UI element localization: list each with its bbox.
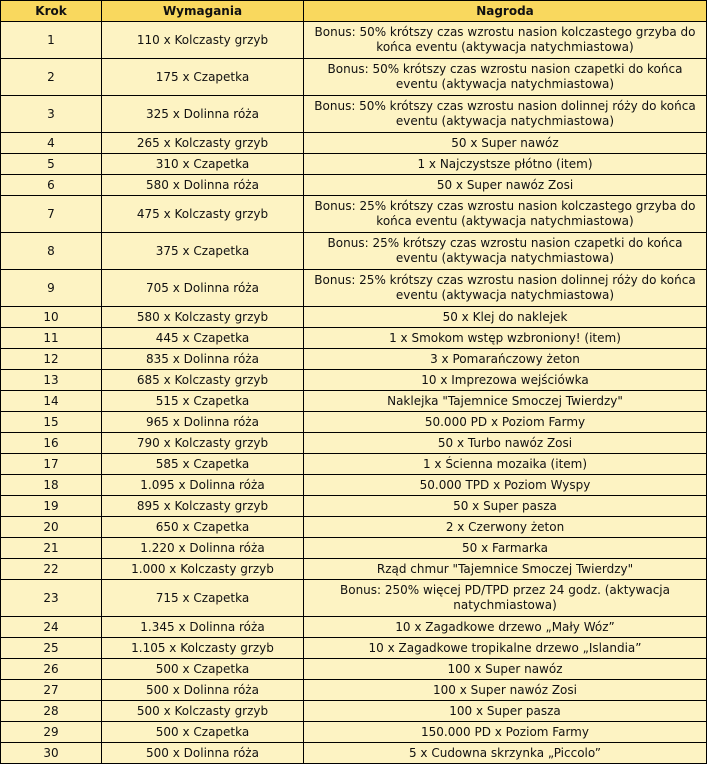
cell-krok: 28 bbox=[1, 701, 102, 722]
cell-nagroda: 50 x Super nawóz bbox=[304, 133, 707, 154]
table-row bbox=[1, 538, 707, 559]
table-row bbox=[1, 517, 707, 538]
cell-nagroda: 10 x Zagadkowe tropikalne drzewo „Islandia” bbox=[304, 638, 707, 659]
cell-wymagania: 310 x Czapetka bbox=[102, 154, 304, 175]
cell-krok: 19 bbox=[1, 496, 102, 517]
table-row bbox=[1, 233, 707, 270]
cell-krok: 17 bbox=[1, 454, 102, 475]
cell-krok: 11 bbox=[1, 328, 102, 349]
cell-nagroda: 5 x Cudowna skrzynka „Piccolo” bbox=[304, 743, 707, 764]
cell-nagroda: 50 x Klej do naklejek bbox=[304, 307, 707, 328]
cell-krok: 30 bbox=[1, 743, 102, 764]
table-row bbox=[1, 580, 707, 617]
cell-wymagania: 650 x Czapetka bbox=[102, 517, 304, 538]
table-row bbox=[1, 196, 707, 233]
table-row bbox=[1, 370, 707, 391]
table-row bbox=[1, 659, 707, 680]
cell-krok: 18 bbox=[1, 475, 102, 496]
table-row bbox=[1, 475, 707, 496]
cell-krok: 13 bbox=[1, 370, 102, 391]
cell-krok: 20 bbox=[1, 517, 102, 538]
cell-krok: 4 bbox=[1, 133, 102, 154]
cell-krok: 12 bbox=[1, 349, 102, 370]
cell-nagroda: 10 x Zagadkowe drzewo „Mały Wóz” bbox=[304, 617, 707, 638]
cell-nagroda: Bonus: 50% krótszy czas wzrostu nasion czapetki do końca eventu (aktywacja natychmiastowa) bbox=[304, 59, 707, 96]
cell-krok: 1 bbox=[1, 22, 102, 59]
cell-wymagania: 580 x Dolinna róża bbox=[102, 175, 304, 196]
table-row bbox=[1, 307, 707, 328]
cell-wymagania: 585 x Czapetka bbox=[102, 454, 304, 475]
cell-krok: 2 bbox=[1, 59, 102, 96]
cell-nagroda: 50 x Farmarka bbox=[304, 538, 707, 559]
cell-krok: 16 bbox=[1, 433, 102, 454]
cell-nagroda: 50 x Super nawóz Zosi bbox=[304, 175, 707, 196]
cell-nagroda: 150.000 PD x Poziom Farmy bbox=[304, 722, 707, 743]
table-row bbox=[1, 680, 707, 701]
cell-wymagania: 500 x Czapetka bbox=[102, 722, 304, 743]
cell-wymagania: 715 x Czapetka bbox=[102, 580, 304, 617]
cell-nagroda: Bonus: 25% krótszy czas wzrostu nasion czapetki do końca eventu (aktywacja natychmiastowa) bbox=[304, 233, 707, 270]
cell-nagroda: Bonus: 50% krótszy czas wzrostu nasion dolinnej róży do końca eventu (aktywacja natychmiastowa) bbox=[304, 96, 707, 133]
cell-nagroda: 10 x Imprezowa wejściówka bbox=[304, 370, 707, 391]
cell-nagroda: Bonus: 50% krótszy czas wzrostu nasion kolczastego grzyba do końca eventu (aktywacja natychmiastowa) bbox=[304, 22, 707, 59]
cell-krok: 6 bbox=[1, 175, 102, 196]
table-row bbox=[1, 638, 707, 659]
cell-nagroda: Naklejka "Tajemnice Smoczej Twierdzy" bbox=[304, 391, 707, 412]
table-row bbox=[1, 133, 707, 154]
table-row bbox=[1, 701, 707, 722]
cell-krok: 23 bbox=[1, 580, 102, 617]
cell-wymagania: 1.105 x Kolczasty grzyb bbox=[102, 638, 304, 659]
cell-nagroda: 50 x Turbo nawóz Zosi bbox=[304, 433, 707, 454]
cell-krok: 14 bbox=[1, 391, 102, 412]
cell-krok: 26 bbox=[1, 659, 102, 680]
cell-wymagania: 110 x Kolczasty grzyb bbox=[102, 22, 304, 59]
table-row bbox=[1, 22, 707, 59]
cell-krok: 10 bbox=[1, 307, 102, 328]
cell-wymagania: 1.220 x Dolinna róża bbox=[102, 538, 304, 559]
table-row bbox=[1, 743, 707, 764]
cell-wymagania: 175 x Czapetka bbox=[102, 59, 304, 96]
table-row bbox=[1, 412, 707, 433]
table-row bbox=[1, 328, 707, 349]
cell-nagroda: 1 x Smokom wstęp wzbroniony! (item) bbox=[304, 328, 707, 349]
cell-krok: 25 bbox=[1, 638, 102, 659]
cell-nagroda: Bonus: 250% więcej PD/TPD przez 24 godz. (aktywacja natychmiastowa) bbox=[304, 580, 707, 617]
cell-wymagania: 325 x Dolinna róża bbox=[102, 96, 304, 133]
table-row bbox=[1, 559, 707, 580]
header-krok: Krok bbox=[1, 1, 102, 22]
header-nagroda: Nagroda bbox=[304, 1, 707, 22]
table-row bbox=[1, 96, 707, 133]
table-row bbox=[1, 391, 707, 412]
table-row bbox=[1, 496, 707, 517]
table-row bbox=[1, 722, 707, 743]
cell-wymagania: 500 x Dolinna róża bbox=[102, 680, 304, 701]
table-row bbox=[1, 175, 707, 196]
table-row bbox=[1, 433, 707, 454]
cell-krok: 9 bbox=[1, 270, 102, 307]
table-body bbox=[1, 22, 707, 764]
cell-krok: 3 bbox=[1, 96, 102, 133]
cell-krok: 15 bbox=[1, 412, 102, 433]
cell-nagroda: 100 x Super nawóz Zosi bbox=[304, 680, 707, 701]
cell-wymagania: 895 x Kolczasty grzyb bbox=[102, 496, 304, 517]
cell-wymagania: 445 x Czapetka bbox=[102, 328, 304, 349]
table-header bbox=[1, 1, 707, 22]
cell-nagroda: 1 x Najczystsze płótno (item) bbox=[304, 154, 707, 175]
cell-wymagania: 1.000 x Kolczasty grzyb bbox=[102, 559, 304, 580]
table-row bbox=[1, 349, 707, 370]
cell-nagroda: 50.000 TPD x Poziom Wyspy bbox=[304, 475, 707, 496]
cell-nagroda: 3 x Pomarańczowy żeton bbox=[304, 349, 707, 370]
table-row bbox=[1, 454, 707, 475]
table-row bbox=[1, 270, 707, 307]
cell-wymagania: 790 x Kolczasty grzyb bbox=[102, 433, 304, 454]
cell-wymagania: 835 x Dolinna róża bbox=[102, 349, 304, 370]
header-row bbox=[1, 1, 707, 22]
cell-krok: 29 bbox=[1, 722, 102, 743]
cell-nagroda: Bonus: 25% krótszy czas wzrostu nasion dolinnej róży do końca eventu (aktywacja natychmiastowa) bbox=[304, 270, 707, 307]
cell-nagroda: Rząd chmur "Tajemnice Smoczej Twierdzy" bbox=[304, 559, 707, 580]
cell-wymagania: 705 x Dolinna róża bbox=[102, 270, 304, 307]
header-wymagania: Wymagania bbox=[102, 1, 304, 22]
table-row bbox=[1, 154, 707, 175]
cell-wymagania: 965 x Dolinna róża bbox=[102, 412, 304, 433]
cell-wymagania: 500 x Dolinna róża bbox=[102, 743, 304, 764]
cell-krok: 27 bbox=[1, 680, 102, 701]
cell-wymagania: 375 x Czapetka bbox=[102, 233, 304, 270]
cell-krok: 24 bbox=[1, 617, 102, 638]
cell-wymagania: 580 x Kolczasty grzyb bbox=[102, 307, 304, 328]
table-row bbox=[1, 59, 707, 96]
cell-wymagania: 515 x Czapetka bbox=[102, 391, 304, 412]
cell-nagroda: 100 x Super nawóz bbox=[304, 659, 707, 680]
cell-krok: 8 bbox=[1, 233, 102, 270]
cell-nagroda: 50.000 PD x Poziom Farmy bbox=[304, 412, 707, 433]
cell-wymagania: 500 x Czapetka bbox=[102, 659, 304, 680]
cell-wymagania: 265 x Kolczasty grzyb bbox=[102, 133, 304, 154]
cell-nagroda: Bonus: 25% krótszy czas wzrostu nasion kolczastego grzyba do końca eventu (aktywacja natychmiastowa) bbox=[304, 196, 707, 233]
cell-wymagania: 475 x Kolczasty grzyb bbox=[102, 196, 304, 233]
cell-krok: 21 bbox=[1, 538, 102, 559]
cell-krok: 5 bbox=[1, 154, 102, 175]
cell-wymagania: 685 x Kolczasty grzyb bbox=[102, 370, 304, 391]
cell-nagroda: 50 x Super pasza bbox=[304, 496, 707, 517]
cell-krok: 22 bbox=[1, 559, 102, 580]
cell-krok: 7 bbox=[1, 196, 102, 233]
table-row bbox=[1, 617, 707, 638]
cell-wymagania: 1.095 x Dolinna róża bbox=[102, 475, 304, 496]
cell-nagroda: 1 x Ścienna mozaika (item) bbox=[304, 454, 707, 475]
cell-nagroda: 2 x Czerwony żeton bbox=[304, 517, 707, 538]
cell-wymagania: 500 x Kolczasty grzyb bbox=[102, 701, 304, 722]
cell-wymagania: 1.345 x Dolinna róża bbox=[102, 617, 304, 638]
cell-nagroda: 100 x Super pasza bbox=[304, 701, 707, 722]
